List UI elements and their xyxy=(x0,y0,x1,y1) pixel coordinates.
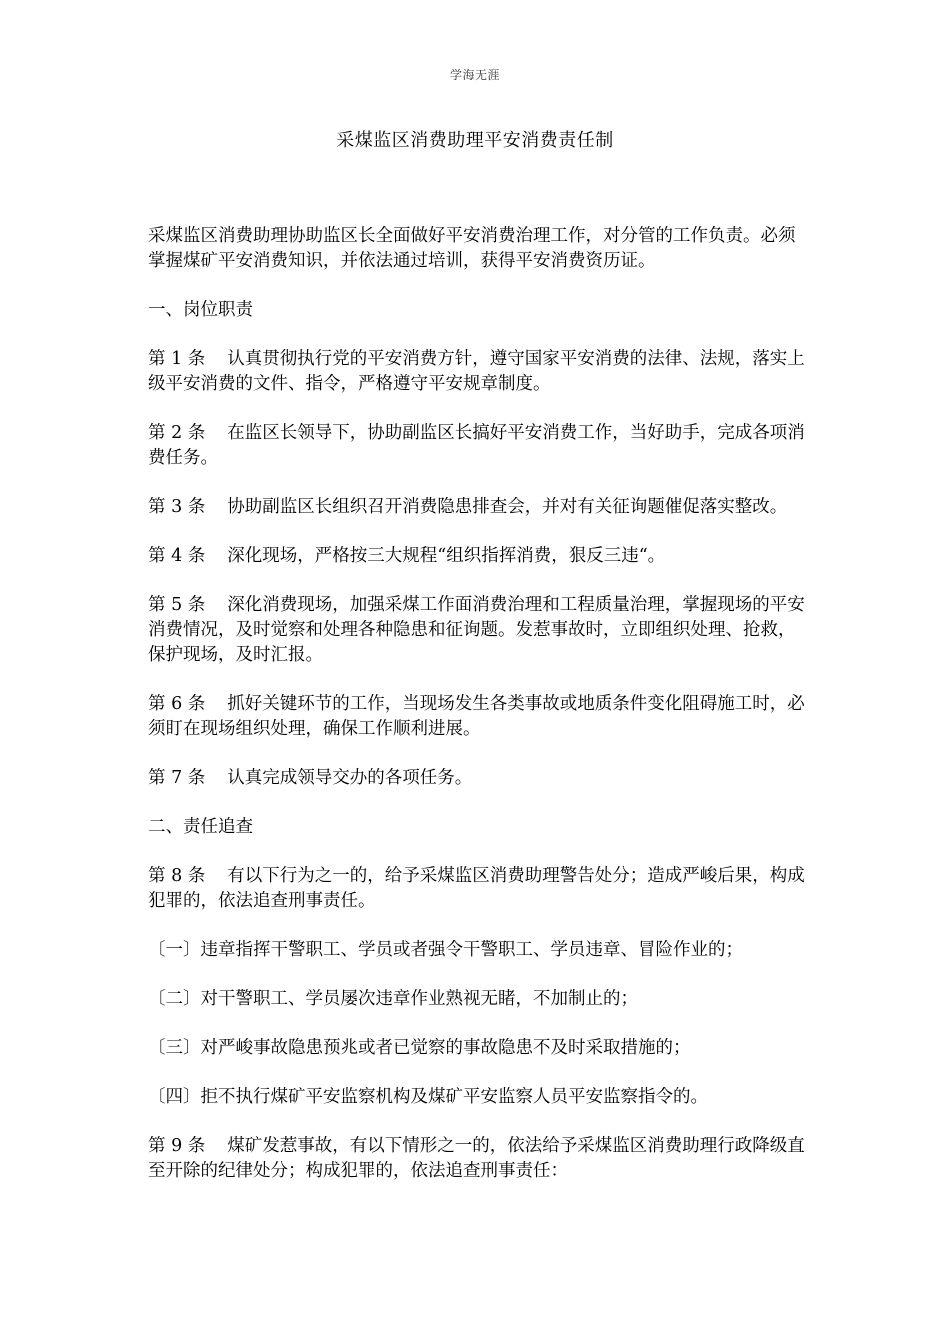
article-label: 第 7 条 xyxy=(148,768,206,788)
list-item-1: 〔一〕违章指挥干警职工、学员或者强令干警职工、学员违章、冒险作业的； xyxy=(148,940,743,960)
article-label: 第 6 条 xyxy=(148,694,206,714)
article-text: 有以下行为之一的，给予采煤监区消费助理警告处分；造成严峻后果，构成犯罪的，依法追查刑事责任。 xyxy=(148,866,805,911)
article-3 xyxy=(148,495,808,520)
article-text: 抓好关键环节的工作，当现场发生各类事故或地质条件变化阻碍施工时，必须盯在现场组织处理，确保工作顺利进展。 xyxy=(148,694,805,739)
article-text: 深化现场，严格按三大规程“组织指挥消费，狠反三违“。 xyxy=(227,546,666,566)
section-heading-liability: 二、责任追查 xyxy=(148,817,253,837)
article-text: 协助副监区长组织召开消费隐患排查会，并对有关征询题催促落实整改。 xyxy=(227,497,788,517)
list-item-3: 〔三〕对严峻事故隐患预兆或者已觉察的事故隐患不及时采取措施的； xyxy=(148,1038,691,1058)
list-item-4: 〔四〕拒不执行煤矿平安监察机构及煤矿平安监察人员平安监察指令的。 xyxy=(148,1087,708,1107)
article-label: 第 3 条 xyxy=(148,497,206,517)
article-text: 在监区长领导下，协助副监区长搞好平安消费工作，当好助手，完成各项消费任务。 xyxy=(148,423,805,468)
list-item-2: 〔二〕对干警职工、学员屡次违章作业熟视无睹，不加制止的； xyxy=(148,989,638,1009)
page-header: 学海无涯 xyxy=(449,68,500,82)
article-2 xyxy=(148,421,808,471)
article-text: 认真贯彻执行党的平安消费方针，遵守国家平安消费的法律、法规，落实上级平安消费的文件、指令，严格遵守平安规章制度。 xyxy=(148,349,805,394)
article-label: 第 8 条 xyxy=(148,866,206,886)
article-label: 第 1 条 xyxy=(148,349,206,369)
article-6 xyxy=(148,692,808,742)
article-5 xyxy=(148,593,808,668)
article-text: 深化消费现场，加强采煤工作面消费治理和工程质量治理，掌握现场的平安消费情况，及时觉察和处理各种隐患和征询题。发惹事故时，立即组织处理、抢救，保护现场，及时汇报。 xyxy=(148,595,805,665)
article-9 xyxy=(148,1134,808,1184)
article-label: 第 4 条 xyxy=(148,546,206,566)
article-4 xyxy=(148,544,808,569)
article-label: 第 9 条 xyxy=(148,1136,206,1156)
article-text: 认真完成领导交办的各项任务。 xyxy=(227,768,473,788)
article-text: 煤矿发惹事故，有以下情形之一的，依法给予采煤监区消费助理行政降级直至开除的纪律处分；构成犯罪的，依法追查刑事责任： xyxy=(148,1136,805,1181)
article-7 xyxy=(148,766,808,791)
article-label: 第 5 条 xyxy=(148,595,206,615)
document-body xyxy=(148,224,808,1184)
section-heading-duties: 一、岗位职责 xyxy=(148,300,253,320)
intro-paragraph: 采煤监区消费助理协助监区长全面做好平安消费治理工作，对分管的工作负责。必须掌握煤矿平安消费知识，并依法通过培训，获得平安消费资历证。 xyxy=(148,226,796,271)
document-title: 采煤监区消费助理平安消费责任制 xyxy=(336,130,614,151)
article-8 xyxy=(148,864,808,914)
article-1 xyxy=(148,347,808,397)
article-label: 第 2 条 xyxy=(148,423,206,443)
